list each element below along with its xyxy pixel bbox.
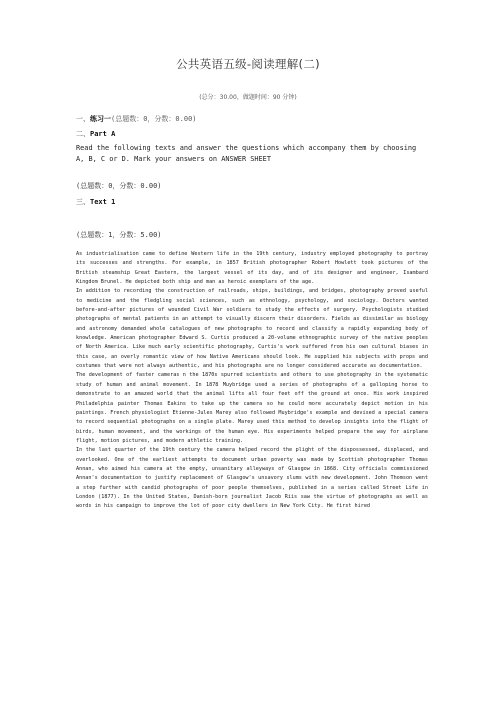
page-title: 公共英语五级-阅读理解(二) (176, 57, 320, 71)
section-heading-3 (76, 197, 115, 207)
section-prefix: 三、 (76, 198, 90, 206)
section-label: Text 1 (90, 198, 116, 206)
section-meta: (总题数：0，分数：0.00) (111, 115, 197, 123)
passage-paragraph: The development of faster cameras n the 1870s spurred scientists and others to use photography in the systematic study of human and animal movement. In 1878 Muybridge used a series of photographs of a galloping horse to demonstrate to an amazed world that the animal lifts all four feet off the ground at once. His work inspired Philadelphia painter Thomas Eakins to take up the camera so he could more accurately depict motion in his paintings. French physiologist Etienne-Jules Marey also followed Muybridge's example and devised a special camera to record sequential photographs on a single plate. Marey used this method to develop insights into the flight of birds, human movement, and the workings of the human eye. His experiments helped prepare the way for airplane flight, motion pictures, and modern athletic training. (76, 372, 428, 444)
section-heading-2 (76, 129, 115, 139)
section-prefix: 二、 (76, 130, 90, 138)
exam-meta: (总分：30.00，做题时间：90 分钟) (199, 94, 297, 101)
section-prefix: 一、 (76, 115, 90, 123)
passage-paragraph: In addition to recording the construction of railroads, ships, buildings, and bridges, photography proved useful to medicine and the fledgling social sciences, such as ethnology, psychology, and sociology. Doctors wanted before-and-after pictures of wounded Civil War soldiers to study the effects of surgery. Psychologists studied photographs of mental patients in an attempt to visually discern their disorders. Fields as dissimilar as biology and astronomy demanded whole catalogues of new photographs to record and classify a rapidly expanding body of knowledge. American photographer Edward S. Curtis produced a 20-volume ethnographic survey of the native peoples of North America. Like much early scientific photography, Curtis's work suffered from his own cultural biases in this case, an overly romantic view of how Native Americans should look. He supplied his subjects with props and costumes that were not always authentic, and his photographs are no longer considered accurate as documentation. (76, 288, 428, 370)
section-meta-2: (总题数：0，分数：0.00) (76, 182, 162, 190)
section-label: Part A (90, 130, 116, 138)
passage-paragraph: As industrialisation came to define Western life in the 19th century, industry employed photography to portray its successes and strengths. For example, in 1857 British photographer Robert Howlett took pictures of the British steamship Great Eastern, the largest vessel of its day, and of its designer and engineer, Isambard Kingdom Brunel. He depicted both ship and man as heroic exemplars of the age. (76, 251, 428, 286)
instructions-text: Read the following texts and answer the questions which accompany them by choosing A, B, C or D. Mark your answers on ANSWER SHEET (76, 144, 417, 163)
section-meta-3: (总题数：1，分数：5.00) (76, 231, 162, 239)
passage-paragraph: In the last quarter of the 19th century the camera helped record the plight of the dispossessed, displaced, and overlooked. One of the earliest attempts to document urban poverty was made by Scottish photographer Thomas Annan, who aimed his camera at the empty, unsanitary alleyways of Glasgow in 1868. City officials commissioned Annan's documentation to justify replacement of Glasgow's unsavory slums with new development. John Thomson went a step further with candid photographs of poor people themselves, published in a series called Street Life in London (1877). In the United States, Danish-born journalist Jacob Riis saw the virtue of photographs as well as words in his campaign to improve the lot of poor city dwellers in New York City. He first hired (76, 447, 428, 510)
section-label: 练习一 (90, 115, 111, 123)
reading-passage (76, 250, 428, 512)
section-heading-1 (76, 114, 197, 124)
